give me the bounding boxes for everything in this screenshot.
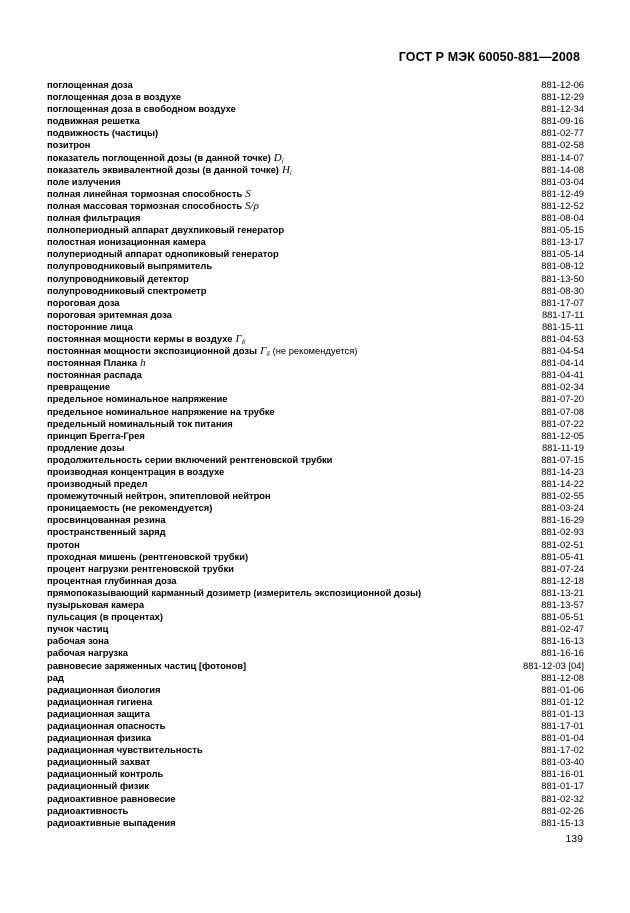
term-text: прямопоказывающий карманный дозиметр (измеритель экспозиционной дозы)	[47, 586, 422, 598]
term-text: процент нагрузки рентгеновской трубки	[47, 562, 234, 574]
index-term	[47, 273, 189, 285]
index-entry	[47, 188, 584, 200]
index-entry	[47, 406, 584, 418]
term-code: 881-05-15	[541, 224, 584, 236]
index-entry	[47, 575, 584, 587]
term-code: 881-17-01	[541, 719, 584, 731]
index-entry	[47, 248, 584, 260]
term-text: рад	[47, 671, 64, 683]
term-text: просвинцованная резина	[47, 514, 166, 526]
index-term	[47, 200, 259, 212]
index-term	[47, 490, 271, 502]
symbol-text: S/ρ	[245, 199, 259, 212]
term-code: 881-12-08	[541, 671, 584, 683]
term-text: радиоактивное равновесие	[47, 792, 176, 804]
index-entry	[47, 672, 584, 684]
index-term	[47, 805, 128, 817]
term-code: 881-13-17	[541, 236, 584, 248]
term-text: рабочая зона	[47, 635, 109, 647]
index-term	[47, 79, 133, 91]
term-code: 881-08-12	[541, 260, 584, 272]
index-entry	[47, 587, 584, 599]
term-text: равновесие заряженных частиц [фотонов]	[47, 659, 247, 671]
index-entry	[47, 127, 584, 139]
index-entry	[47, 297, 584, 309]
index-entry	[47, 260, 584, 272]
index-entry	[47, 236, 584, 248]
index-term	[47, 526, 166, 538]
term-text: постоянная Планка	[47, 357, 138, 369]
index-term	[47, 466, 224, 478]
term-code: 881-02-26	[541, 804, 584, 816]
term-text: продление дозы	[47, 441, 125, 453]
term-text: предельный номинальный ток питания	[47, 417, 233, 429]
term-code: 881-13-50	[541, 272, 584, 284]
term-text: полупроводниковый спектрометр	[47, 284, 207, 296]
index-term	[47, 224, 284, 236]
page-number: 139	[565, 833, 583, 845]
symbol-text: Γ	[260, 345, 267, 358]
index-entry	[47, 224, 584, 236]
index-entry	[47, 369, 584, 381]
term-code: 881-04-14	[541, 357, 584, 369]
term-code: 881-02-58	[541, 139, 584, 151]
index-entry	[47, 442, 584, 454]
index-term	[47, 406, 275, 418]
index-entry	[47, 490, 584, 502]
index-entry	[47, 526, 584, 538]
term-code: 881-02-77	[541, 127, 584, 139]
index-term	[47, 732, 151, 744]
index-entry	[47, 817, 584, 829]
index-entry	[47, 381, 584, 393]
symbol-subscript: δ	[266, 350, 270, 359]
term-code: 881-01-06	[541, 683, 584, 695]
term-text: рабочая нагрузка	[47, 647, 128, 659]
index-term	[47, 563, 234, 575]
term-code: 881-08-30	[541, 284, 584, 296]
term-symbol	[260, 345, 270, 360]
index-term	[47, 297, 120, 309]
term-code: 881-02-93	[541, 526, 584, 538]
index-entry	[47, 454, 584, 466]
term-code: 881-07-15	[541, 453, 584, 465]
term-text: подвижность (частицы)	[47, 127, 159, 139]
index-entry	[47, 418, 584, 430]
term-code: 881-15-11	[541, 320, 584, 332]
term-code: 881-04-41	[541, 369, 584, 381]
term-text: радиационная опасность	[47, 719, 166, 731]
index-entry	[47, 696, 584, 708]
symbol-subscript: i	[281, 156, 284, 165]
term-text: продолжительность серии включений рентгеновской трубки	[47, 453, 333, 465]
term-text: радиационный контроль	[47, 768, 164, 780]
term-text: радиационный захват	[47, 756, 151, 768]
index-term	[47, 696, 152, 708]
term-code: 881-08-04	[541, 212, 584, 224]
term-code: 881-04-54	[541, 345, 584, 357]
index-entry	[47, 466, 584, 478]
term-code: 881-02-55	[541, 490, 584, 502]
term-text: предельное номинальное напряжение	[47, 393, 228, 405]
index-entry	[47, 502, 584, 514]
index-term	[47, 357, 146, 369]
term-text: полная фильтрация	[47, 212, 141, 224]
term-text: радиационная физика	[47, 732, 152, 744]
term-note: (не рекомендуется)	[272, 345, 358, 357]
index-term	[47, 708, 150, 720]
index-term	[47, 236, 206, 248]
symbol-text: D	[273, 151, 282, 164]
index-entry	[47, 103, 584, 115]
term-code: 881-14-23	[541, 466, 584, 477]
index-term	[47, 587, 421, 599]
index-term	[47, 768, 163, 780]
term-text: процентная глубинная доза	[47, 574, 177, 586]
document-header: ГОСТ Р МЭК 60050-881—2008	[398, 50, 580, 64]
symbol-subscript: δ	[241, 337, 245, 346]
index-term	[47, 575, 177, 587]
index-entry	[47, 79, 584, 91]
term-code: 881-09-16	[541, 115, 584, 127]
term-code: 881-12-18	[541, 574, 584, 586]
index-term	[47, 756, 150, 768]
term-text: производный предел	[47, 478, 148, 490]
term-symbol	[245, 188, 251, 200]
index-entry	[47, 720, 584, 732]
term-code: 881-07-24	[541, 562, 584, 574]
term-index	[47, 79, 584, 829]
index-entry	[47, 708, 584, 720]
term-text: полупроводниковый детектор	[47, 272, 189, 284]
symbol-text: Γ	[235, 332, 242, 345]
term-text: превращение	[47, 381, 111, 393]
term-text: промежуточный нейтрон, эпитепловой нейтрон	[47, 490, 271, 502]
symbol-text: h	[140, 357, 146, 370]
index-entry	[47, 768, 584, 780]
term-code: 881-02-34	[541, 381, 584, 393]
term-code: 881-14-22	[541, 478, 584, 490]
term-text: радиационная защита	[47, 707, 150, 719]
term-code: 881-07-08	[541, 405, 584, 417]
term-text: полная линейная тормозная способность	[47, 187, 243, 199]
index-entry	[47, 684, 584, 696]
index-term	[47, 793, 176, 805]
term-code: 881-04-53	[541, 332, 584, 344]
term-text: пороговая доза	[47, 296, 120, 308]
term-text: производная концентрация в воздухе	[47, 466, 225, 477]
index-entry	[47, 647, 584, 659]
index-entry	[47, 551, 584, 563]
term-text: радиоактивные выпадения	[47, 816, 176, 828]
index-entry	[47, 333, 584, 345]
term-code: 881-12-05	[541, 429, 584, 441]
term-symbol	[282, 164, 292, 179]
term-text: постоянная мощности экспозиционной дозы	[47, 345, 258, 357]
index-term	[47, 260, 212, 272]
term-code: 881-15-13	[541, 816, 584, 828]
term-text: проходная мишень (рентгеновской трубки)	[47, 550, 249, 562]
term-symbol	[140, 357, 146, 369]
term-text: поглощенная доза в свободном воздухе	[47, 103, 236, 115]
index-entry	[47, 430, 584, 442]
term-text: принцип Брегга-Грея	[47, 429, 145, 441]
index-term	[47, 115, 140, 127]
term-text: радиационная биология	[47, 683, 161, 695]
term-text: полостная ионизационная камера	[47, 236, 206, 248]
index-term	[47, 285, 206, 297]
term-code: 881-05-51	[541, 611, 584, 623]
index-term	[47, 660, 246, 672]
term-code: 881-16-01	[541, 768, 584, 780]
term-code: 881-16-13	[541, 635, 584, 647]
index-term	[47, 514, 166, 526]
term-code: 881-13-57	[541, 599, 584, 611]
index-term	[47, 539, 80, 551]
index-term	[47, 369, 142, 381]
term-text: предельное номинальное напряжение на трубке	[47, 405, 275, 417]
index-term	[47, 139, 90, 151]
index-entry	[47, 732, 584, 744]
term-text: поглощенная доза в воздухе	[47, 91, 182, 103]
index-term	[47, 309, 172, 321]
index-term	[47, 176, 121, 188]
term-code: 881-14-07	[541, 151, 584, 163]
term-code: 881-02-51	[541, 538, 584, 550]
term-code: 881-13-21	[541, 586, 584, 598]
symbol-subscript: i	[289, 168, 292, 177]
index-term	[47, 248, 279, 260]
index-entry	[47, 756, 584, 768]
index-term	[47, 647, 128, 659]
term-code: 881-12-06	[541, 79, 584, 90]
index-term	[47, 672, 64, 684]
index-term	[47, 212, 140, 224]
index-entry	[47, 793, 584, 805]
term-text: посторонние лица	[47, 320, 133, 332]
index-entry	[47, 345, 584, 357]
term-text: пространственный заряд	[47, 526, 166, 538]
index-entry	[47, 478, 584, 490]
term-code: 881-12-52	[541, 199, 584, 211]
term-code: 881-11-19	[541, 441, 584, 453]
term-code: 881-05-14	[541, 248, 584, 260]
index-entry	[47, 273, 584, 285]
term-code: 881-01-13	[541, 707, 584, 719]
index-term	[47, 478, 148, 490]
index-entry	[47, 514, 584, 526]
index-entry	[47, 164, 584, 176]
term-code: 881-17-11	[541, 308, 584, 320]
term-code: 881-02-32	[541, 792, 584, 804]
index-entry	[47, 539, 584, 551]
index-entry	[47, 563, 584, 575]
term-code: 881-07-20	[541, 393, 584, 405]
index-term	[47, 188, 251, 200]
term-code: 881-17-02	[541, 744, 584, 756]
index-term	[47, 321, 133, 333]
index-entry	[47, 744, 584, 756]
index-term	[47, 684, 160, 696]
index-entry	[47, 309, 584, 321]
index-term	[47, 611, 163, 623]
term-text: пузырьковая камера	[47, 599, 145, 611]
term-text: пульсация (в процентах)	[47, 611, 164, 623]
index-term	[47, 623, 108, 635]
index-entry	[47, 152, 584, 164]
term-code: 881-03-24	[541, 502, 584, 514]
term-code: 881-03-40	[541, 756, 584, 768]
term-text: радиационная гигиена	[47, 695, 153, 707]
term-code: 881-14-08	[541, 163, 584, 175]
index-entry	[47, 635, 584, 647]
term-text: поглощенная доза	[47, 79, 133, 90]
term-code: 881-01-17	[541, 780, 584, 792]
index-term	[47, 454, 332, 466]
index-entry	[47, 623, 584, 635]
symbol-text: S	[245, 187, 251, 200]
term-code: 881-12-34	[541, 103, 584, 115]
term-code: 881-07-22	[541, 417, 584, 429]
index-term	[47, 720, 165, 732]
term-text: проницаемость (не рекомендуется)	[47, 502, 213, 514]
index-term	[47, 127, 158, 139]
term-text: позитрон	[47, 139, 91, 151]
index-entry	[47, 660, 584, 672]
index-term	[47, 103, 236, 115]
term-text: показатель поглощенной дозы (в данной точке)	[47, 151, 271, 163]
term-text: постоянная мощности кермы в воздухе	[47, 332, 233, 344]
index-entry	[47, 200, 584, 212]
term-text: подвижная решетка	[47, 115, 140, 127]
term-code: 881-16-29	[541, 514, 584, 526]
term-text: протон	[47, 538, 80, 550]
term-code: 881-01-12	[541, 695, 584, 707]
index-term	[47, 599, 144, 611]
term-code: 881-12-03 [04]	[523, 659, 584, 671]
term-symbol	[245, 200, 259, 212]
index-entry	[47, 321, 584, 333]
term-code: 881-12-29	[541, 91, 584, 103]
term-text: поле излучения	[47, 175, 121, 187]
term-code: 881-12-49	[541, 187, 584, 199]
term-text: постоянная распада	[47, 369, 142, 381]
index-term	[47, 381, 110, 393]
index-term	[47, 744, 203, 756]
term-code: 881-05-41	[541, 550, 584, 562]
term-text: радиоактивность	[47, 804, 129, 816]
index-term	[47, 635, 109, 647]
index-term	[47, 502, 212, 514]
term-text: радиационный физик	[47, 780, 149, 792]
term-code: 881-01-04	[541, 732, 584, 744]
term-text: полупроводниковый выпрямитель	[47, 260, 213, 272]
index-entry	[47, 611, 584, 623]
index-term	[47, 551, 248, 563]
index-entry	[47, 805, 584, 817]
term-text: пороговая эритемная доза	[47, 308, 172, 320]
term-code: 881-02-47	[541, 623, 584, 635]
term-text: полная массовая тормозная способность	[47, 199, 243, 211]
index-term	[47, 817, 176, 829]
index-entry	[47, 599, 584, 611]
term-code: 881-03-04	[541, 175, 584, 187]
term-text: радиационная чувствительность	[47, 744, 203, 756]
term-text: показатель эквивалентной дозы (в данной точке)	[47, 163, 279, 175]
index-entry	[47, 139, 584, 151]
term-text: полупериодный аппарат однопиковый генератор	[47, 248, 279, 260]
index-term	[47, 393, 227, 405]
index-entry	[47, 212, 584, 224]
term-text: пучок частиц	[47, 623, 109, 635]
index-entry	[47, 780, 584, 792]
index-entry	[47, 115, 584, 127]
term-code: 881-17-07	[541, 296, 584, 308]
index-entry	[47, 285, 584, 297]
index-term	[47, 780, 149, 792]
index-entry	[47, 91, 584, 103]
index-term	[47, 442, 124, 454]
symbol-text: H	[281, 163, 290, 176]
term-text: полнопериодный аппарат двухпиковый генератор	[47, 224, 285, 236]
index-term	[47, 91, 181, 103]
index-entry	[47, 393, 584, 405]
index-term	[47, 418, 233, 430]
term-code: 881-16-16	[541, 647, 584, 659]
index-term	[47, 430, 145, 442]
